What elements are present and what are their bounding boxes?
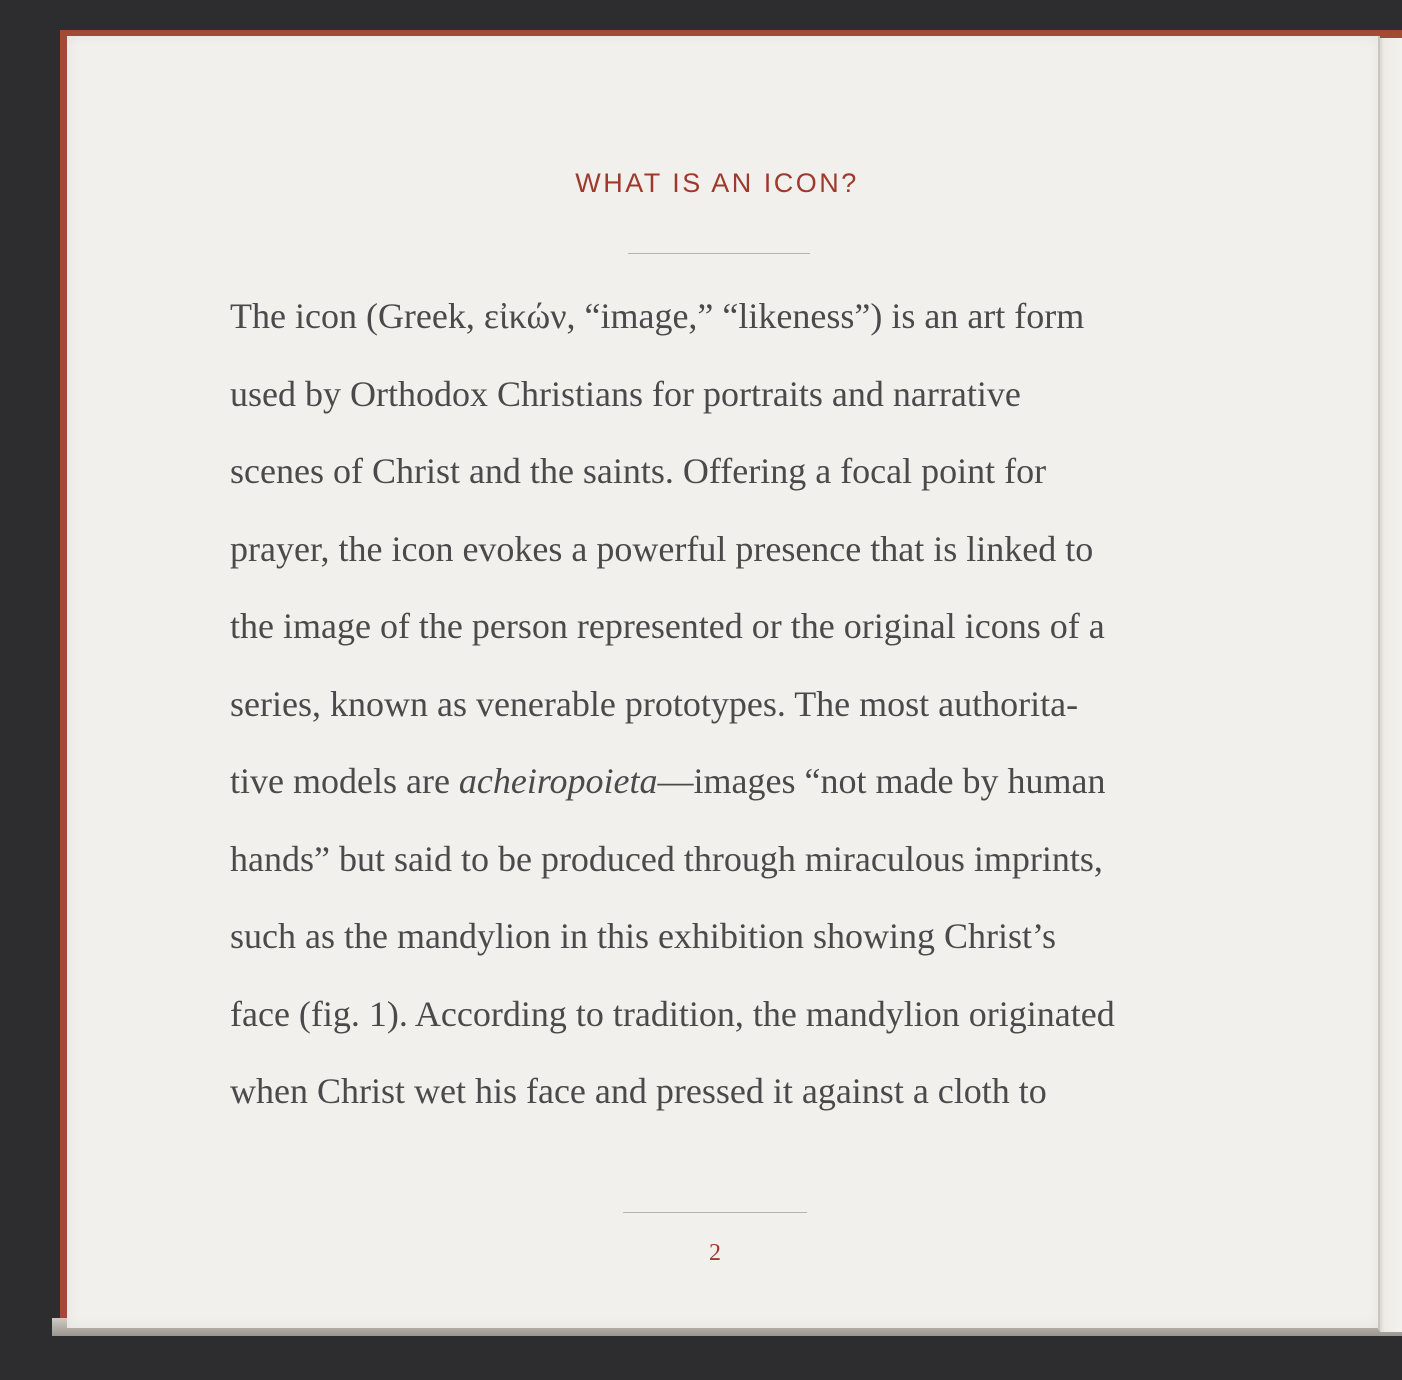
paragraph-line: such as the mandylion in this exhibition showing Christ’s <box>230 916 1056 956</box>
paragraph-line: the image of the person represented or the original icons of a <box>230 606 1105 646</box>
page-number: 2 <box>709 1240 721 1266</box>
paragraph-line: The icon (Greek, εἰκών, “image,” “likeness”) is an art form <box>230 296 1085 336</box>
footer-divider <box>623 1212 807 1213</box>
heading-divider <box>628 253 810 254</box>
paragraph-line: face (fig. 1). According to tradition, the mandylion originated <box>230 993 1115 1034</box>
paragraph-line: when Christ wet his face and pressed it against a cloth to <box>230 1071 1047 1111</box>
paragraph-line <box>230 752 1230 830</box>
spine-fold <box>1378 36 1380 1330</box>
paragraph-line: series, known as venerable prototypes. The most authorita- <box>230 683 1079 724</box>
paragraph-line: prayer, the icon evokes a powerful presence that is linked to <box>230 528 1094 569</box>
page-heading: WHAT IS AN ICON? <box>575 168 859 198</box>
paragraph-line: scenes of Christ and the saints. Offering a focal point for <box>230 451 1047 491</box>
body-paragraph <box>230 287 1230 1140</box>
italic-term: acheiropoieta <box>458 761 658 801</box>
paragraph-line: used by Orthodox Christians for portraits and narrative <box>230 373 1021 414</box>
paragraph-line: hands” but said to be produced through miraculous imprints, <box>230 838 1103 879</box>
facing-page-edge <box>1379 38 1402 1332</box>
line-text: —images “not made by human <box>657 761 1106 801</box>
line-text: tive models are <box>230 761 459 801</box>
